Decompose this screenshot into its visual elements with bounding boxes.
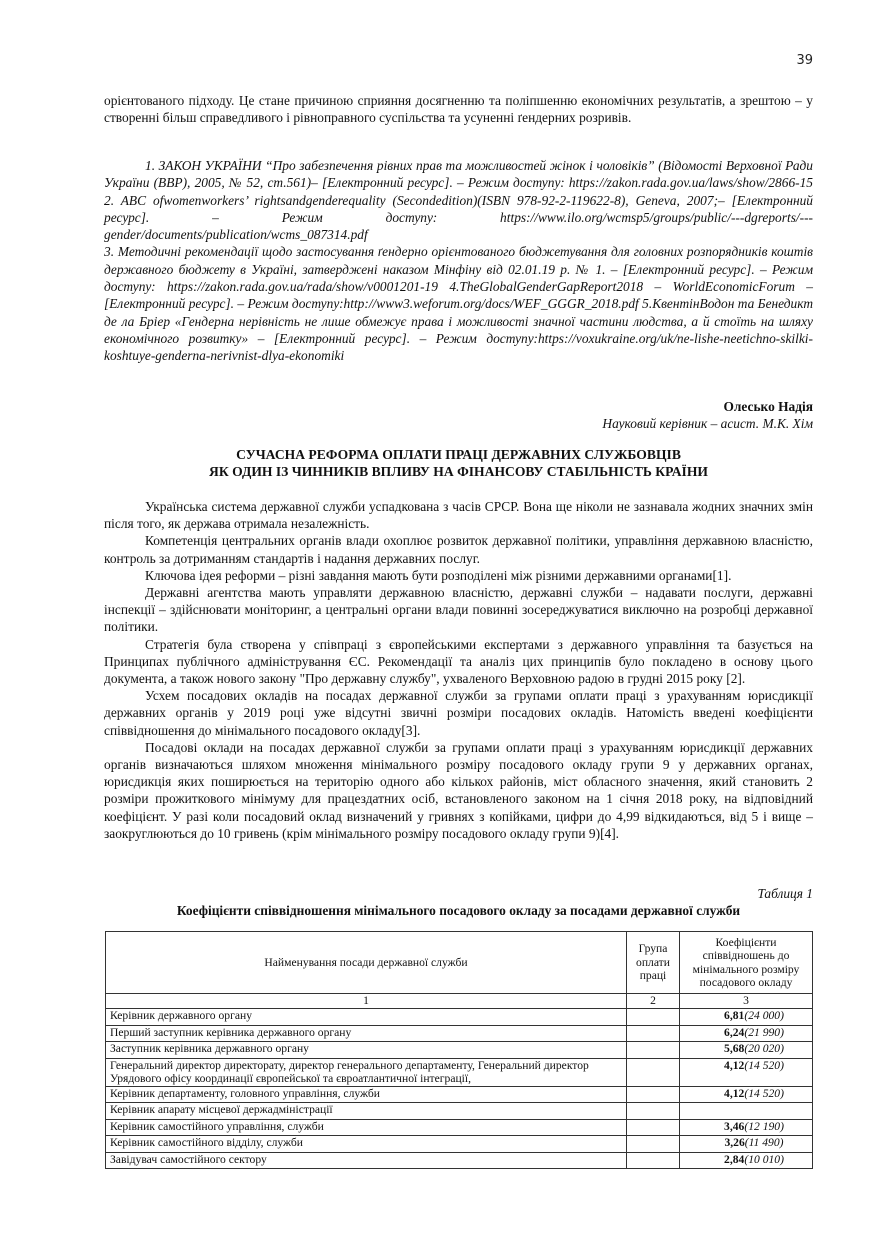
coefficient-cell [680,1103,813,1120]
coefficient-cell [680,1136,813,1153]
group-cell [627,1025,680,1042]
coefficient-cell [680,1025,813,1042]
group-cell [627,1119,680,1136]
group-cell [627,1152,680,1169]
coefficient-cell [680,1119,813,1136]
reference-block-1: 1. ЗАКОН УКРАЇНИ “Про забезпечення рівних прав та можливостей жінок і чоловіків” (Відомості Верховної Ради України (ВВР), 2005, № 52, ст.561)– [Електронний ресурс]. – Режим доступу: https://zakon.rada.gov.ua/laws/show/2866-15 2. ABC ofwomenworkers’ rightsandgenderequality (Secondedition)(ISBN 978-92-2-119622-8), Geneva, 2007;– [Електронний ресурс]. – Режим доступу: https://www.ilo.org/wcmsp5/groups/public/---dgreports/---gender/documents/publication/wcms_087314.pdf [104,158,813,243]
salary-value: (20 020) [744,1042,784,1055]
article-title [104,446,813,480]
article-title-line-1: СУЧАСНА РЕФОРМА ОПЛАТИ ПРАЦІ ДЕРЖАВНИХ СЛУЖБОВЦІВ [236,447,681,462]
table-row [106,1119,813,1136]
supervisor: Науковий керівник – асист. М.К. Хім [602,416,813,431]
table-header-row [106,932,813,994]
table-row [106,1025,813,1042]
references-list [104,157,813,365]
coefficient-value: 4,12 [724,1058,745,1072]
coefficient-cell [680,1058,813,1086]
salary-value: (12 190) [744,1119,784,1133]
article-title-line-2: ЯК ОДИН ІЗ ЧИННИКІВ ВПЛИВУ НА ФІНАНСОВУ СТАБІЛЬНІСТЬ КРАЇНИ [209,464,708,479]
position-cell: Заступник керівника державного органу [106,1042,627,1059]
table-row [106,1103,813,1120]
table-numbering-row [106,994,813,1009]
coefficient-value: 6,81 [724,1009,745,1022]
table-row [106,1152,813,1169]
coefficient-value: 5,68 [724,1042,745,1055]
author-block [602,398,813,432]
coefficient-value: 4,12 [724,1086,745,1100]
position-cell: Перший заступник керівника державного органу [106,1025,627,1042]
coefficient-value: 2,84 [724,1152,745,1166]
table-row [106,1009,813,1026]
header-coefficient: Коефіцієнти співвідношень до мінімального розміру посадового окладу [680,932,813,994]
table-caption: Таблиця 1 [757,886,813,901]
salary-value: (11 490) [744,1136,784,1149]
body-paragraph: Усхем посадових окладів на посадах державної служби за групами оплати праці з урахуванням юрисдикції державних органів у 2019 році уже відсутні звичні розміри посадових окладів. Натомість введені коефіцієнти співвідношення до мінімального посадового окладу[3]. [104,688,813,738]
body-paragraph: Українська система державної служби успадкована з часів СРСР. Вона ще ніколи не зазнавала жодних значних змін після того, як держава отримала незалежність. [104,499,813,532]
article-body [104,498,813,842]
position-cell: Керівник апарату місцевої держадміністрації [106,1103,627,1120]
position-cell: Генеральний директор директорату, директор генерального департаменту, Генеральний директор Урядового офісу координації європейської та євроатлантичної інтеграції, [106,1058,627,1086]
intro-paragraph: орієнтованого підходу. Це стане причиною сприяння досягненню та поліпшенню економічних результатів, а зрештою – у створенні більш справедливого і рівноправного суспільства та усуненні ґендерних розривів. [104,93,813,126]
salary-value: (14 520) [744,1058,784,1072]
coefficient-value: 3,26 [724,1136,745,1149]
coefficient-cell [680,1152,813,1169]
position-cell: Керівник державного органу [106,1009,627,1026]
group-cell [627,1086,680,1103]
group-cell [627,1058,680,1086]
salary-coefficients-table [105,931,813,1169]
page-number: 39 [796,53,813,68]
group-cell [627,1009,680,1026]
table-title: Коефіцієнти співвідношення мінімального посадового окладу за посадами державної служби [176,903,741,918]
body-paragraph: Ключова ідея реформи – різні завдання мають бути розподілені між різними державними органами[1]. [145,567,732,583]
salary-value: (10 010) [744,1152,784,1166]
header-position: Найменування посади державної служби [106,932,627,994]
column-number: 2 [627,994,680,1009]
author-name: Олесько Надія [723,399,813,414]
position-cell: Завідувач самостійного сектору [106,1152,627,1169]
group-cell [627,1136,680,1153]
coefficient-cell [680,1009,813,1026]
column-number: 3 [680,994,813,1009]
group-cell [627,1103,680,1120]
position-cell: Керівник департаменту, головного управління, служби [106,1086,627,1103]
salary-value: (21 990) [744,1025,784,1039]
coefficient-value: 6,24 [724,1025,745,1039]
coefficient-cell [680,1042,813,1059]
position-cell: Керівник самостійного відділу, служби [106,1136,627,1153]
table-row [106,1042,813,1059]
group-cell [627,1042,680,1059]
table-row [106,1086,813,1103]
column-number: 1 [106,994,627,1009]
body-paragraph: Компетенція центральних органів влади охоплює розвиток державної політики, управління державною власністю, контроль за дотриманням стандартів і надання державних послуг. [104,533,813,566]
body-paragraph: Державні агентства мають управляти державною власністю, державні служби – надавати послуги, державні інспекції – здійснювати моніторинг, а центральні органи влади повинні зосереджуватися виключно на розробці державної політики. [104,585,813,635]
reference-block-2: 3. Методичні рекомендації щодо застосування ґендерно орієнтованого бюджетування для головних розпорядників коштів державного бюджету в Україні, затверджені наказом Мінфіну від 02.01.19 р. № 1. – [Електронний ресурс]. – Режим доступу: https://zakon.rada.gov.ua/rada/show/v0001201-19 4.TheGlobalGenderGapReport2018 – WorldEconomicForum – [Електронний ресурс]. – Режим доступу:http://www3.weforum.org/docs/WEF_GGGR_2018.pdf 5.КвентінВодон та Бенедикт де ла Бріер «Гендерна нерівність не лише обмежує права і можливості значної частини людства, а й стоїть на шляху економічного розвитку» – [Електронний ресурс]. – Режим доступу:https://voxukraine.org/uk/ne-lishe-neetichno-skilki-koshtuye-genderna-nerivnist-dlya-ekonomiki [104,244,813,364]
salary-value: (14 520) [744,1086,784,1100]
position-cell: Керівник самостійного управління, служби [106,1119,627,1136]
body-paragraph: Посадові оклади на посадах державної служби за групами оплати праці з урахуванням юрисдикції державних органів визначаються шляхом множення мінімального розміру посадового окладу групи 9 у державних органах, юрисдикція яких поширюється на територію одного або кількох районів, міст обласного значення, який становить 2 розміри прожиткового мінімуму для працездатних осіб, встановленого законом на 1 січня 2018 року, на відповідний коефіцієнт. У разі коли посадовий оклад визначений у гривнях з копійками, цифри до 4,99 відкидаються, від 5 і вище – заокруглюються до 10 гривень (крім мінімального розміру посадового окладу групи 9)[4]. [104,739,813,841]
header-pay-group: Група оплати праці [627,932,680,994]
table-row [106,1136,813,1153]
salary-value: (24 000) [744,1009,784,1022]
table-row [106,1058,813,1086]
body-paragraph: Стратегія була створена у співпраці з європейськими експертами з державного управління та базується на Принципах публічного адміністрування ЄС. Рекомендації та аналіз цих принципів було покладено в основу цього документа, а також нового закону "Про державну службу", ухваленого Верховною радою в грудні 2015 року [2]. [104,636,813,687]
coefficient-value: 3,46 [724,1119,745,1133]
coefficient-cell [680,1086,813,1103]
